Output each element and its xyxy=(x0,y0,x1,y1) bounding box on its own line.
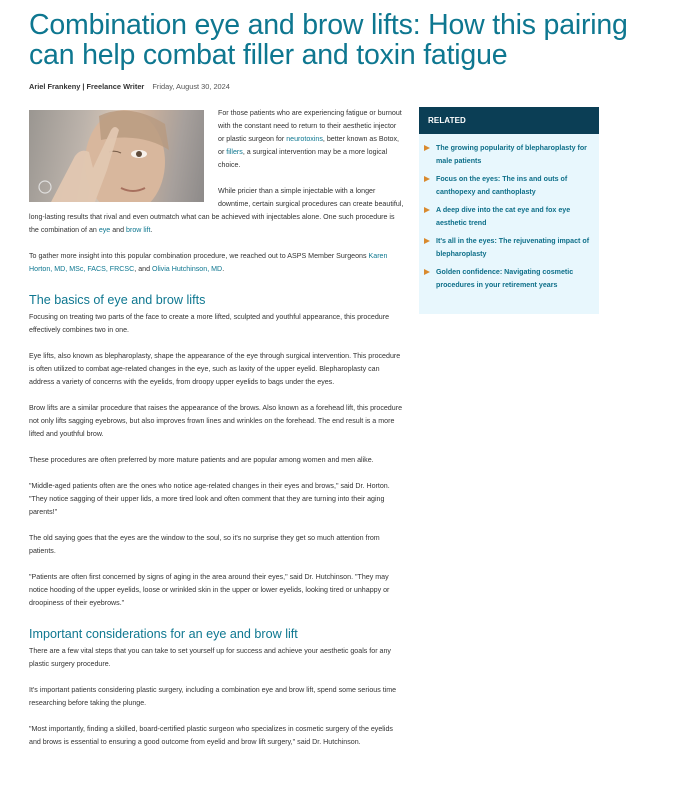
related-list xyxy=(419,134,599,292)
article-body xyxy=(29,107,404,762)
basics-paragraph-1: Focusing on treating two parts of the face to create a more lifted, sculpted and youthful appearance, this procedure effectively combines two in one. xyxy=(29,313,390,334)
link-fillers[interactable]: fillers xyxy=(226,148,243,156)
basics-paragraph-7: "Patients are often first concerned by signs of aging in the area around their eyes," said Dr. Hutchinson. "They may notice hooding of the upper eyelids, loose or wrinkled skin in the upper or lower eyelids, looking tired or unhappy or droopiness of their eyebrows." xyxy=(29,573,390,607)
related-item xyxy=(424,266,591,292)
link-eye[interactable]: eye xyxy=(98,226,111,234)
basics-paragraph-3: Brow lifts are a similar procedure that raises the appearance of the brows. Also known as a forehead lift, this procedure not only lifts sagging eyebrows, but also improves frown lines and wrinkles on the forehead. The end result is a more lifted and youthful brow. xyxy=(29,404,403,438)
intro-paragraph-2: While pricier than a simple injectable with a longer downtime, certain surgical procedures can create beautiful, long-lasting results that rival and even outmatch what can be achieved with injectables alone. One such procedure is the combination of an eye and brow lift. xyxy=(29,187,404,234)
related-link-1[interactable]: The growing popularity of blepharoplasty for male patients xyxy=(436,144,587,165)
related-item xyxy=(424,142,591,168)
related-link-3[interactable]: A deep dive into the cat eye and fox eye aesthetic trend xyxy=(436,206,571,227)
section-heading-basics: The basics of eye and brow lifts xyxy=(29,293,206,307)
related-item xyxy=(424,235,591,261)
related-item xyxy=(424,173,591,199)
triangle-bullet-icon xyxy=(424,269,430,275)
basics-paragraph-2: Eye lifts, also known as blepharoplasty, shape the appearance of the eye through surgical intervention. This procedure is often utilized to combat age-related changes in the eye, such as laxity of the upper eyelid. Blepharoplasty can address a variety of concerns with the eyelids, from droopy upper eyelids to bags under the eyes. xyxy=(29,352,401,386)
link-brow-lift[interactable]: brow lift xyxy=(126,226,151,234)
author-name[interactable]: Ariel Frankeny | Freelance Writer xyxy=(29,82,145,91)
link-karen-horton[interactable]: Karen Horton, MD, MSc, FACS, FRCSC xyxy=(29,252,388,273)
intro-paragraph-3: To gather more insight into this popular combination procedure, we reached out to ASPS Member Surgeons Karen Horton, MD, MSc, FACS, FRCSC, and Olivia Hutchinson, MD. xyxy=(29,252,388,273)
related-link-2[interactable]: Focus on the eyes: The ins and outs of canthopexy and canthoplasty xyxy=(436,175,568,196)
related-sidebar xyxy=(419,107,599,314)
considerations-paragraph-2: It's important patients considering plastic surgery, including a combination eye and brow lift, spend some serious time researching before taking the plunge. xyxy=(29,686,397,707)
article-title: Combination eye and brow lifts: How this pairing can help combat filler and toxin fatigue xyxy=(29,9,628,71)
ring-icon xyxy=(39,181,51,193)
related-link-5[interactable]: Golden confidence: Navigating cosmetic procedures in your retirement years xyxy=(436,268,574,289)
byline xyxy=(29,82,230,91)
related-link-4[interactable]: It's all in the eyes: The rejuvenating impact of blepharoplasty xyxy=(436,237,590,258)
basics-paragraph-6: The old saying goes that the eyes are the window to the soul, so it's no surprise they get so much attention from patients. xyxy=(29,534,380,555)
triangle-bullet-icon xyxy=(424,207,430,213)
related-item xyxy=(424,204,591,230)
publish-date: Friday, August 30, 2024 xyxy=(152,82,230,91)
link-olivia-hutchinson[interactable]: Olivia Hutchinson, MD xyxy=(152,265,223,273)
related-heading: RELATED xyxy=(419,107,599,134)
basics-paragraph-4: These procedures are often preferred by more mature patients and are popular among women and men alike. xyxy=(29,456,374,464)
considerations-paragraph-3: "Most importantly, finding a skilled, board-certified plastic surgeon who specializes in cosmetic surgery of the eyelids and brows is essential to ensuring a good outcome from eyelid and brow lift surgery," said Dr. Hutchinson. xyxy=(29,725,393,746)
considerations-paragraph-1: There are a few vital steps that you can take to set yourself up for success and achieve your aesthetic goals for any plastic surgery procedure. xyxy=(29,647,391,668)
basics-paragraph-5: "Middle-aged patients often are the ones who notice age-related changes in their eyes and brows," said Dr. Horton. "They notice sagging of their upper lids, a more tired look and often comment that they are turning into their aging parents!" xyxy=(29,482,390,516)
intro-paragraph-1: For those patients who are experiencing fatigue or burnout with the constant need to return to their aesthetic injector or plastic surgeon for neurotoxins, better known as Botox, or fillers, a surgical intervention may be a more logical choice. xyxy=(218,109,402,169)
triangle-bullet-icon xyxy=(424,176,430,182)
triangle-bullet-icon xyxy=(424,145,430,151)
hero-image xyxy=(29,110,204,202)
triangle-bullet-icon xyxy=(424,238,430,244)
link-neurotoxins[interactable]: neurotoxins xyxy=(286,135,323,143)
woman-face-illustration xyxy=(29,110,204,202)
section-heading-considerations: Important considerations for an eye and brow lift xyxy=(29,627,298,641)
